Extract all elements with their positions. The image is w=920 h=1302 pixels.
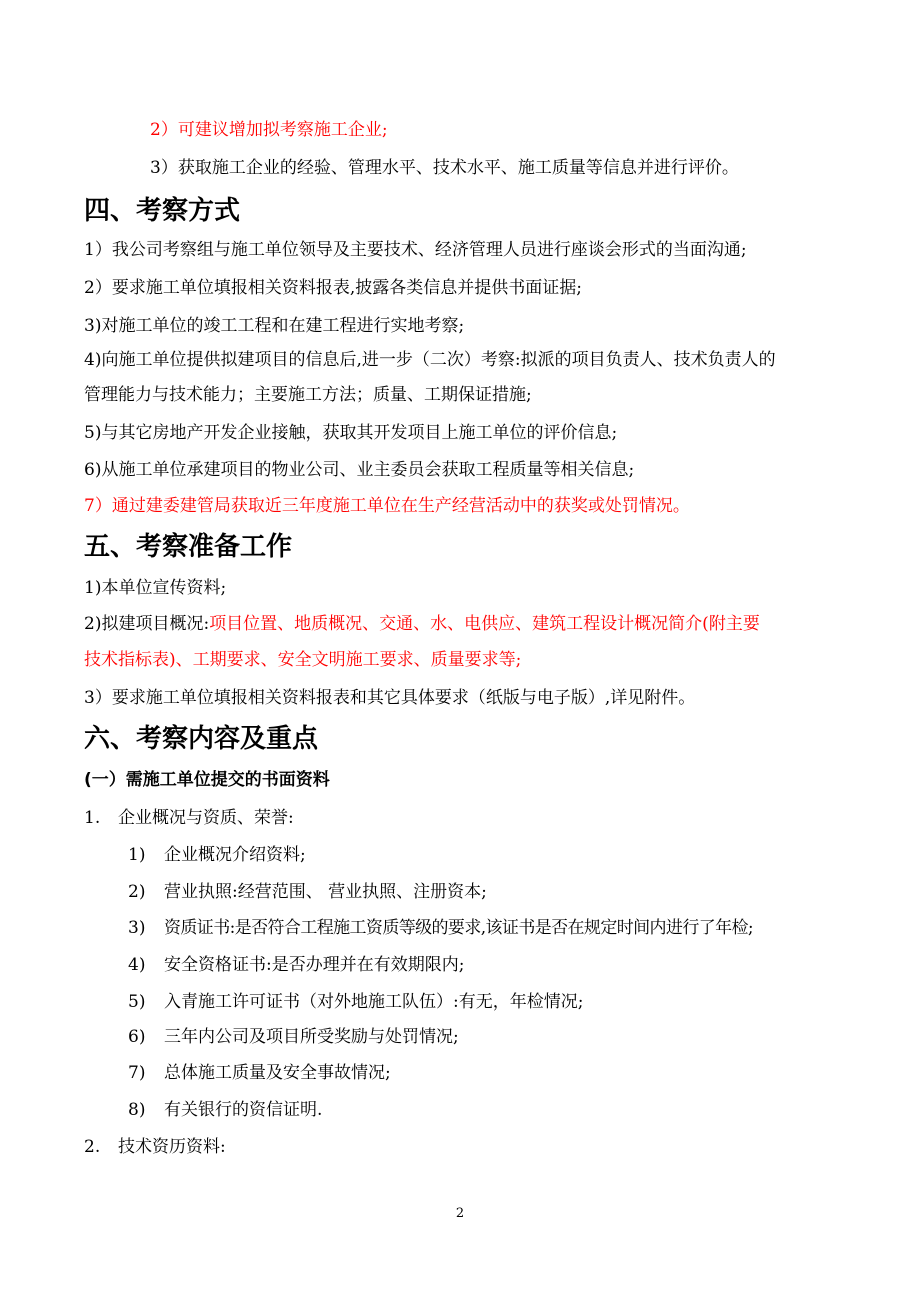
section4-item-5: 5)与其它房地产开发企业接触，获取其开发项目上施工单位的评价信息;	[84, 423, 618, 443]
section5-item-2-line1	[84, 612, 850, 636]
sub-item-number: 4)	[128, 955, 146, 975]
section4-item-3: 3)对施工单位的竣工工程和在建工程进行实地考察;	[84, 316, 465, 336]
sub-item-number: 5)	[128, 992, 146, 1012]
section5-heading: 五、考察准备工作	[84, 532, 293, 562]
sub-item-number: 8)	[128, 1100, 146, 1120]
section4-item-7: 7）通过建委建管局获取近三年度施工单位在生产经营活动中的获奖或处罚情况。	[84, 496, 690, 516]
section6-subheading: (一）需施工单位提交的书面资料	[84, 770, 330, 790]
section4-item-4-line2: 管理能力与技术能力；主要施工方法；质量、工期保证措施;	[84, 385, 532, 405]
list-item-2-number: 2.	[84, 1137, 101, 1157]
section4-item-2: 2）要求施工单位填报相关资料报表,披露各类信息并提供书面证据;	[84, 278, 582, 298]
sub-item-number: 6)	[128, 1027, 146, 1047]
section5-item-1: 1)本单位宣传资料;	[84, 578, 227, 598]
list-item-2	[84, 1135, 226, 1159]
section4-item-1: 1）我公司考察组与施工单位领导及主要技术、经济管理人员进行座谈会形式的当面沟通;	[84, 240, 747, 260]
sub-item-text: 安全资格证书:是否办理并在有效期限内;	[164, 955, 465, 975]
section3-item-3: 3）获取施工企业的经验、管理水平、技术水平、施工质量等信息并进行评价。	[150, 158, 739, 178]
section3-item-2: 2）可建议增加拟考察施工企业;	[150, 120, 388, 140]
section4-item-6: 6)从施工单位承建项目的物业公司、业主委员会获取工程质量等相关信息;	[84, 460, 635, 480]
section5-item-3: 3）要求施工单位填报相关资料报表和其它具体要求（纸版与电子版）,详见附件。	[84, 688, 696, 708]
section6-heading: 六、考察内容及重点	[84, 724, 319, 754]
sub-item-number: 3)	[128, 918, 146, 938]
sub-item-text: 企业概况介绍资料;	[164, 845, 306, 865]
sub-item-text: 资质证书:是否符合工程施工资质等级的要求,该证书是否在规定时间内进行了年检;	[164, 918, 754, 938]
section5-item-2-prefix: 2)拟建项目概况:	[84, 614, 210, 634]
list-item-1	[84, 806, 294, 830]
sub-item-text: 有关银行的资信证明.	[164, 1100, 323, 1120]
sub-item-number: 2)	[128, 882, 146, 902]
section4-item-4-line1: 4)向施工单位提供拟建项目的信息后,进一步（二次）考察:拟派的项目负责人、技术负责人的	[84, 350, 776, 370]
list-item-2-text: 技术资历资料:	[118, 1137, 226, 1157]
sub-item-number: 7)	[128, 1063, 146, 1083]
sub-item-text: 营业执照:经营范围、 营业执照、注册资本;	[164, 882, 487, 902]
section4-heading: 四、考察方式	[84, 196, 241, 226]
sub-item-text: 总体施工质量及安全事故情况;	[164, 1063, 391, 1083]
section5-item-2-line2: 技术指标表)、工期要求、安全文明施工要求、质量要求等;	[84, 650, 522, 670]
page-number: 2	[455, 1206, 465, 1221]
sub-item-text: 三年内公司及项目所受奖励与处罚情况;	[164, 1027, 459, 1047]
sub-item-text: 入青施工许可证书（对外地施工队伍）:有无，年检情况;	[164, 992, 584, 1012]
list-item-1-text: 企业概况与资质、荣誉:	[118, 808, 294, 828]
list-item-1-number: 1.	[84, 808, 101, 828]
sub-item-number: 1)	[128, 845, 146, 865]
section5-item-2-detail: 项目位置、地质概况、交通、水、电供应、建筑工程设计概况简介(附主要	[209, 614, 760, 634]
